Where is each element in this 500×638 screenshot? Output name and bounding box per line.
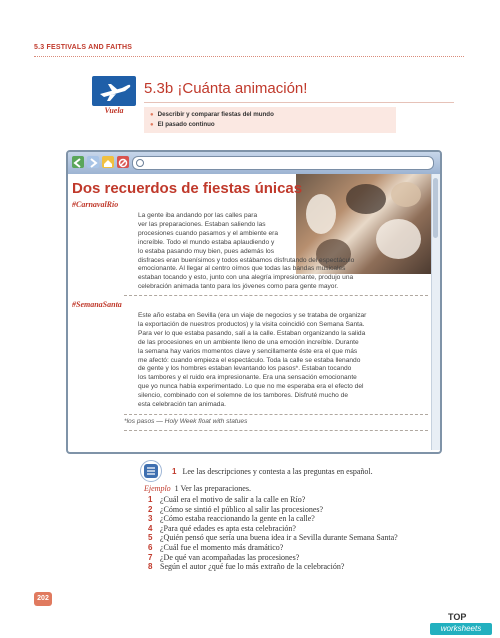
text-line: Este año estaba en Sevilla (era un viaje de negocios y se trataba de organizar (138, 312, 367, 319)
hashtag-semana-santa: #SemanaSanta (72, 300, 122, 309)
browser-titlebar (68, 152, 440, 174)
text-line: la exportación de nuestros productos) y la visita coincidió con Semana Santa. (138, 320, 365, 328)
text-line: los tambores y el ruido era impresionante. Era una sensación emocionante (138, 374, 357, 382)
forward-button[interactable] (87, 156, 99, 168)
hashtag-carnaval: #CarnavalRío (72, 200, 119, 209)
activity-number: 1 (172, 467, 177, 476)
text-line: me afectó: cuando empieza el espectáculo. Toda la calle se estaba llenando (138, 356, 361, 364)
lesson-title: 5.3b ¡Cuánta animación! (144, 80, 308, 97)
text-line: procesiones cuando pasamos y el ambiente era (138, 229, 279, 237)
objectives-divider (144, 102, 454, 103)
home-button[interactable] (102, 156, 114, 168)
stop-icon (117, 157, 129, 169)
instruction-text: Lee las descripciones y contesta a las preguntas en español. (182, 467, 373, 476)
semana-santa-paragraph (138, 312, 366, 410)
text-line: emocionante. Al llegar al centro oímos que todas las bandas musicales (138, 265, 346, 273)
stop-button[interactable] (117, 156, 129, 168)
text-line: disfraces eran buenísimos y todos estábamos disfrutando del espectáculo (138, 256, 355, 264)
browser-window (66, 150, 442, 454)
address-bar[interactable] (132, 156, 434, 170)
photo-caption: *los pasos — Holy Week float with statues (124, 418, 248, 425)
airplane-icon (92, 76, 136, 106)
back-button[interactable] (72, 156, 84, 168)
carnaval-paragraph (138, 212, 354, 292)
home-icon (102, 157, 114, 169)
text-line: silencio, combinado con el solemne de los tambores. Disfruté mucho de (138, 392, 349, 400)
page-number: 202 (34, 592, 52, 606)
section-separator (124, 414, 428, 415)
question-item: 1 ¿Cuál era el motivo de salir a la calle en Río? (148, 495, 306, 504)
activity-instruction (172, 467, 373, 476)
text-line: esta celebración tan animada. (138, 401, 226, 409)
text-line: Para ver lo que estaba pasando, salí a la calle. Estaban organizando la salida (138, 329, 366, 337)
question-item: 7 ¿De qué van acompañadas las procesiones? (148, 552, 300, 562)
arrow-right-icon (87, 157, 99, 169)
watermark-brand: worksheets (430, 623, 492, 635)
text-line: increíble. Todo el mundo estaba aplaudiendo y (138, 238, 275, 246)
text-line: de gente y los hombres estaban levantando los pasos*. Estaban tocando (138, 365, 352, 373)
question-item: 6 ¿Cuál fue el momento más dramático? (148, 542, 284, 552)
arrow-left-icon (72, 157, 84, 169)
activity-example (144, 484, 251, 493)
text-line: de las procesiones en un ambiente lleno de una emoción increíble. Durante (138, 338, 359, 346)
article-title: Dos recuerdos de fiestas únicas (72, 180, 303, 197)
question-item: 3 ¿Cómo estaba reaccionando la gente en la calle? (148, 514, 315, 524)
objectives-box (144, 107, 396, 133)
example-label: Ejemplo (144, 484, 171, 493)
text-line: ver las preparaciones. Estaban saliendo las (138, 220, 266, 228)
vuela-logo (92, 76, 136, 116)
question-item: 5 ¿Quién pensó que sería una buena idea ir a Sevilla durante Semana Santa? (148, 533, 398, 543)
example-text: 1 Ver las preparaciones. (174, 484, 251, 493)
reading-icon (144, 464, 158, 478)
watermark-top: TOP (448, 612, 467, 622)
scrollbar[interactable] (431, 174, 440, 450)
browser-content (68, 174, 432, 450)
section-separator (124, 295, 428, 296)
text-line: La gente iba andando por las calles para (138, 212, 258, 219)
logo-text: Vuela (104, 106, 124, 115)
question-item: 4 ¿Para qué edades es apta esta celebración? (148, 523, 296, 533)
text-line: lo estaba pasando muy bien, pues además los (138, 247, 274, 255)
question-item: 8 Según el autor ¿qué fue lo más extraño de la celebración? (148, 562, 345, 572)
section-divider (34, 56, 464, 57)
text-line: celebración animada tanto para los jóvenes como para gente mayor. (138, 283, 339, 291)
search-icon (136, 159, 144, 167)
section-separator (124, 430, 428, 431)
objective-item: ● El pasado continuo (150, 120, 390, 130)
question-item: 2 ¿Cómo se sintió el público al salir las procesiones? (148, 504, 324, 514)
objective-item: ● Describir y comparar fiestas del mundo (150, 110, 390, 120)
text-line: la semana hay varios momentos clave y sencillamente éste era el que más (138, 347, 358, 355)
scrollbar-thumb[interactable] (433, 178, 438, 238)
section-label: 5.3 FESTIVALS AND FAITHS (34, 44, 133, 51)
text-line: estaban tocando y esto, junto con una alegría impresionante, produjo una (138, 274, 354, 282)
text-line: que yo nunca había experimentado. Lo que no me esperaba era el efecto del (138, 383, 364, 391)
question-list (148, 495, 398, 572)
